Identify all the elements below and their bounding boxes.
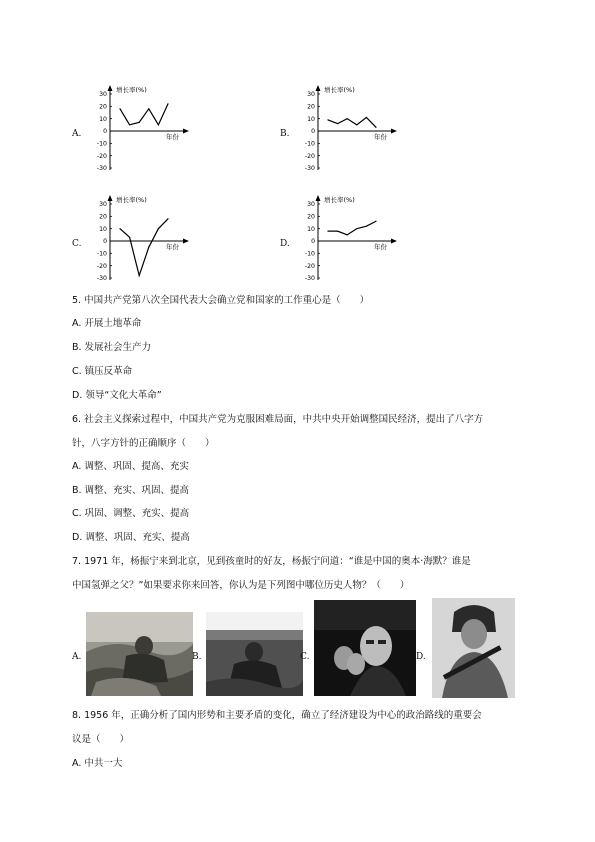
x-axis-arrow [391,239,397,244]
q6-option-a[interactable]: A. 调整、巩固、提高、充实 [72,461,189,472]
y-tick-label: -30 [96,165,107,172]
y-tick-label: -10 [96,140,107,148]
y-tick-label: -20 [304,152,315,160]
data-point [119,108,120,109]
data-point [347,234,348,235]
data-point [366,117,367,118]
photo-d-soldier-with-rifle[interactable] [432,598,515,698]
y-tick-label: -10 [96,250,107,258]
data-point [139,275,140,276]
data-point [119,228,120,229]
series-line [120,104,168,125]
data-point [375,221,376,222]
data-point [327,119,328,120]
y-tick-label: 10 [307,115,315,123]
data-point [158,124,159,125]
q6-stem-line2: 针，八字方针的正确顺序（ ） [72,438,215,449]
y-tick-label: -30 [304,275,315,282]
series-line [120,219,168,276]
data-point [327,231,328,232]
x-axis-label: 年份 [374,243,387,251]
photo-b-image [206,612,303,696]
q7-label-c[interactable]: C. [300,652,310,662]
y-tick-label: 10 [99,115,107,123]
data-point [139,122,140,123]
data-point [129,124,130,125]
y-tick-label: 0 [311,128,315,136]
y-tick-label: 30 [307,91,315,99]
y-tick-label: 20 [307,213,315,221]
x-axis-label: 年份 [166,133,179,141]
q7-stem-line1: 7. 1971 年，杨振宁来到北京，见到孩童时的好友，杨振宁问道：“谁是中国的奥本·海默？谁是 [72,556,471,567]
y-tick-label: -10 [304,140,315,148]
series-line [328,221,376,235]
y-tick-label: -20 [96,262,107,270]
y-axis-label: 增长率(%) [324,196,355,204]
data-point [356,228,357,229]
data-point [347,118,348,119]
data-point [148,108,149,109]
q6-stem-line1: 6. 社会主义探索过程中，中国共产党为克服困难局面，中共中央开始调整国民经济，提出了八字方 [72,414,484,425]
y-tick-label: 30 [307,201,315,209]
chart-a-letter: A. [72,129,82,139]
y-tick-label: -30 [304,165,315,172]
q5-option-b[interactable]: B. 发展社会生产力 [72,342,152,353]
y-tick-label: 0 [103,128,107,136]
x-axis-label: 年份 [166,243,179,251]
data-point [337,231,338,232]
q6-option-c[interactable]: C. 巩固、调整、充实、提高 [72,508,190,519]
data-point [167,103,168,104]
y-axis-arrow [108,85,113,91]
data-point [158,228,159,229]
data-point [148,247,149,248]
data-point [129,237,130,238]
chart-d [290,190,400,282]
data-point [356,124,357,125]
photo-c-image [314,600,416,696]
data-point [167,218,168,219]
y-axis-arrow [316,195,321,201]
series-line [328,117,376,127]
q5-option-d[interactable]: D. 领导“文化大革命” [72,390,162,401]
chart-d-letter: D. [280,239,290,249]
photo-c-man-with-glasses[interactable] [314,600,416,696]
x-axis-label: 年份 [374,133,387,141]
q8-option-a[interactable]: A. 中共一大 [72,758,123,769]
y-tick-label: -30 [96,275,107,282]
q7-stem-line2: 中国氢弹之父？”如果要求你来回答，你认为是下列图中哪位历史人物？（ ） [72,580,410,591]
photo-d-image [432,598,515,698]
y-tick-label: 10 [307,225,315,233]
y-tick-label: 0 [103,238,107,246]
y-tick-label: 10 [99,225,107,233]
y-tick-label: -10 [304,250,315,258]
photo-a-soldier-in-trench[interactable] [86,612,193,696]
x-axis-arrow [391,129,397,134]
data-point [337,123,338,124]
x-axis-arrow [183,239,189,244]
y-axis-arrow [316,85,321,91]
chart-b [290,80,400,172]
photo-b-man-in-field[interactable] [206,612,303,696]
chart-c [82,190,192,282]
q8-stem-line2: 议是（ ） [72,734,130,745]
q6-option-b[interactable]: B. 调整、充实、巩固、提高 [72,485,190,496]
q5-stem: 5. 中国共产党第八次全国代表大会确立党和国家的工作重心是（ ） [72,295,370,306]
y-tick-label: -20 [304,262,315,270]
q8-stem-line1: 8. 1956 年，正确分析了国内形势和主要矛盾的变化，确立了经济建设为中心的政治路线的重要会 [72,710,482,721]
data-point [366,226,367,227]
chart-a [82,80,192,172]
chart-c-letter: C. [72,239,82,249]
q5-option-c[interactable]: C. 镇压反革命 [72,366,133,377]
chart-b-letter: B. [280,129,290,139]
photo-a-image [86,612,193,696]
q7-label-a[interactable]: A. [72,652,82,662]
q6-option-d[interactable]: D. 调整、巩固、充实、提高 [72,532,190,543]
y-tick-label: 20 [99,213,107,221]
y-tick-label: 0 [311,238,315,246]
y-tick-label: 30 [99,201,107,209]
y-axis-arrow [108,195,113,201]
x-axis-arrow [183,129,189,134]
q5-option-a[interactable]: A. 开展土地革命 [72,318,142,329]
y-axis-label: 增长率(%) [116,86,147,94]
y-tick-label: 20 [307,103,315,111]
y-tick-label: 20 [99,103,107,111]
y-tick-label: -20 [96,152,107,160]
q7-label-d[interactable]: D. [416,652,426,662]
data-point [375,127,376,128]
y-axis-label: 增长率(%) [324,86,355,94]
y-axis-label: 增长率(%) [116,196,147,204]
y-tick-label: 30 [99,91,107,99]
q7-label-b[interactable]: B. [192,652,202,662]
